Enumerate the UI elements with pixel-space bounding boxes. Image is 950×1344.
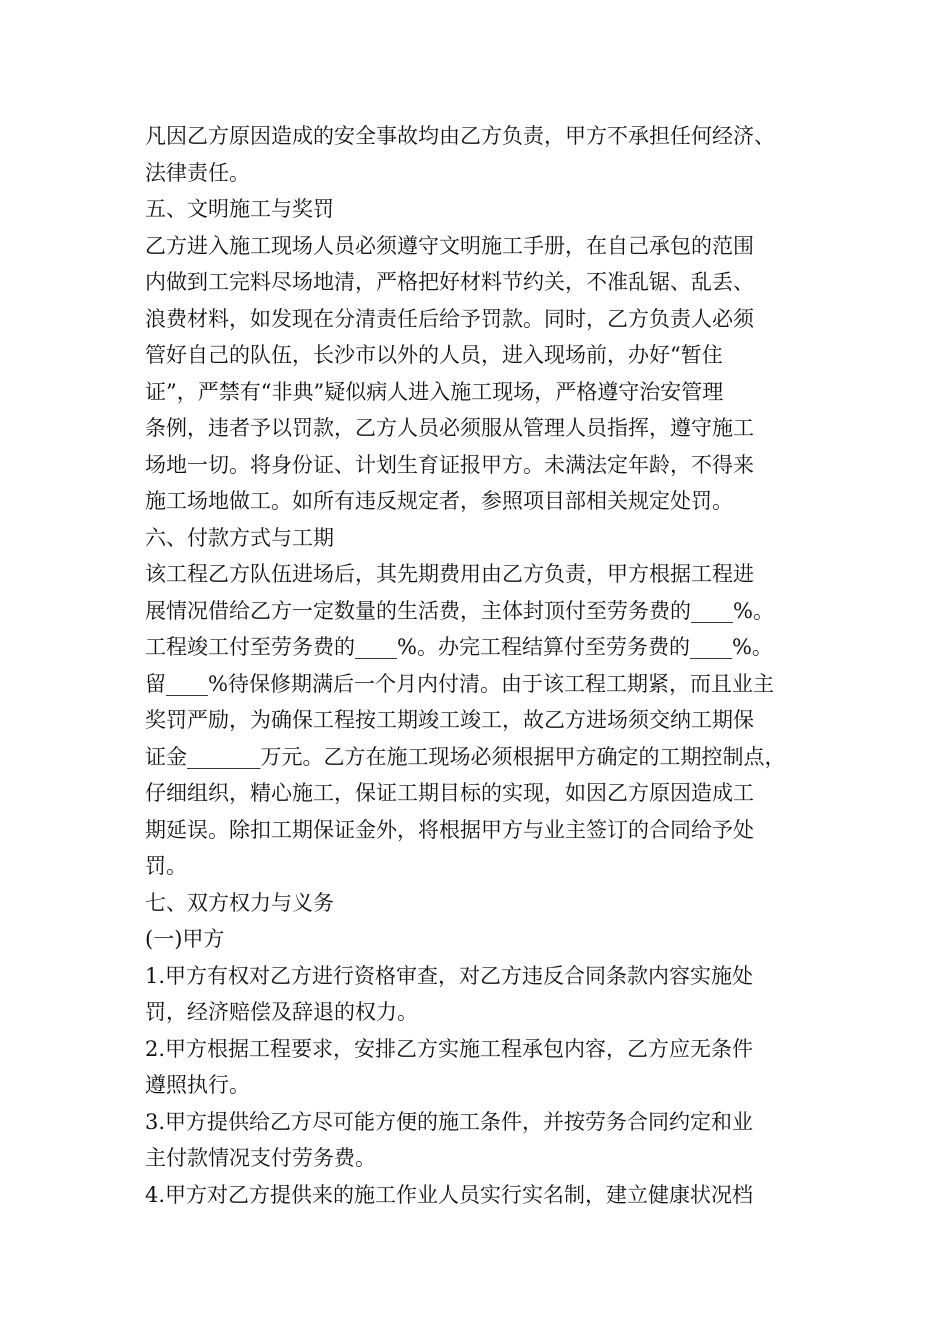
text-line: 凡因乙方原因造成的安全事故均由乙方负责，甲方不承担任何经济、 (145, 124, 775, 148)
list-item: 2.甲方根据工程要求，安排乙方实施工程承包内容，乙方应无条件 (145, 1036, 754, 1061)
section-heading: 五、文明施工与奖罚 (145, 197, 334, 221)
text-line: 条例，违者予以罚款，乙方人员必须服从管理人员指挥，遵守施工 (145, 416, 754, 440)
text-line: 内做到工完料尽场地清，严格把好材料节约关，不准乱锯、乱丢、 (145, 270, 754, 294)
text-line: 留____%待保修期满后一个月内付清。由于该工程工期紧，而且业主 (145, 671, 774, 696)
contract-body-text (145, 118, 825, 1213)
text-line: 证”，严禁有“非典”疑似病人进入施工现场，严格遵守治安管理 (145, 379, 724, 404)
text-line: 施工场地做工。如所有违反规定者，参照项目部相关规定处罚。 (145, 489, 733, 513)
section-heading: 七、双方权力与义务 (145, 890, 334, 915)
text-line: 场地一切。将身份证、计划生育证报甲方。未满法定年龄，不得来 (145, 452, 754, 477)
list-item: 3.甲方提供给乙方尽可能方便的施工条件，并按劳务合同约定和业 (145, 1109, 754, 1134)
text-line: 奖罚严励，为确保工程按工期竣工竣工，故乙方进场须交纳工期保 (145, 708, 754, 732)
text-line: 证金_______万元。乙方在施工现场必须根据甲方确定的工期控制点， (145, 744, 786, 769)
text-line: 仔细组织，精心施工，保证工期目标的实现，如因乙方原因造成工 (145, 781, 754, 805)
list-item: 4.甲方对乙方提供来的施工作业人员实行实名制，建立健康状况档 (145, 1182, 754, 1207)
text-line: 浪费材料，如发现在分清责任后给予罚款。同时，乙方负责人必须 (145, 306, 754, 331)
list-item: 1.甲方有权对乙方进行资格审查，对乙方违反合同条款内容实施处 (145, 963, 754, 988)
text-line: 罚，经济赔偿及辞退的权力。 (145, 1000, 418, 1024)
text-line: 展情况借给乙方一定数量的生活费，主体封顶付至劳务费的____%。 (145, 598, 774, 623)
text-line: 罚。 (145, 854, 187, 878)
text-line: 管好自己的队伍，长沙市以外的人员，进入现场前，办好“暂住 (145, 343, 723, 367)
text-line: 期延误。除扣工期保证金外，将根据甲方与业主签订的合同给予处 (145, 817, 754, 842)
text-line: 遵照执行。 (145, 1073, 250, 1097)
section-heading: 六、付款方式与工期 (145, 525, 334, 550)
subsection-heading: (一)甲方 (145, 927, 225, 951)
text-line: 乙方进入施工现场人员必须遵守文明施工手册，在自己承包的范围 (145, 233, 754, 258)
text-line: 工程竣工付至劳务费的____%。办完工程结算付至劳务费的____%。 (145, 635, 773, 659)
text-line: 该工程乙方队伍进场后，其先期费用由乙方负责，甲方根据工程进 (145, 562, 754, 586)
text-line: 法律责任。 (145, 160, 250, 185)
text-line: 主付款情况支付劳务费。 (145, 1146, 376, 1170)
